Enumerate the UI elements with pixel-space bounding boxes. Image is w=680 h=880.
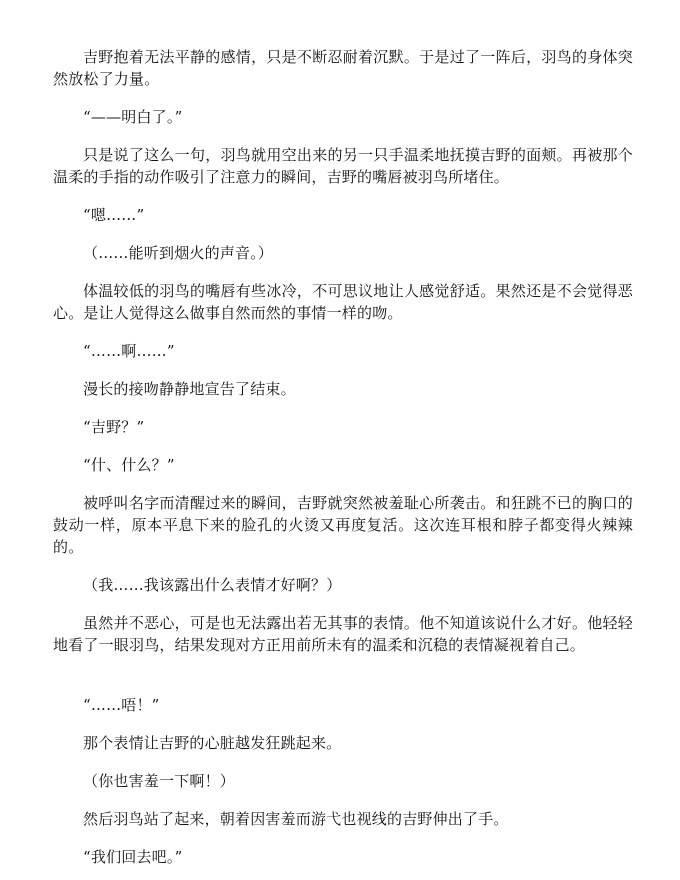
paragraph: “……啊……” — [83, 342, 175, 360]
paragraph: （你也害羞一下啊！） — [83, 772, 236, 790]
paragraph: 被呼叫名字而清醒过来的瞬间，吉野就突然被羞耻心所袭击。和狂跳不已的胸口的鼓动一样，原本平息下来的脸孔的火烫又再度复活。这次连耳根和脖子都变得火辣辣的。 — [53, 494, 633, 556]
paragraph: 然后羽鸟站了起来，朝着因害羞而游弋也视线的吉野伸出了手。 — [83, 810, 509, 828]
paragraph: “——明白了。” — [83, 108, 183, 126]
paragraph: （我……我该露出什么表情才好啊？） — [83, 576, 342, 594]
paragraph: 吉野抱着无法平静的感情，只是不断忍耐着沉默。于是过了一阵后，羽鸟的身体突然放松了力量。 — [53, 48, 633, 88]
paragraph: “……唔！” — [83, 696, 160, 714]
paragraph: “我们回去吧。” — [83, 848, 183, 866]
paragraph: 只是说了这么一句，羽鸟就用空出来的另一只手温柔地抚摸吉野的面颊。再被那个温柔的手指的动作吸引了注意力的瞬间，吉野的嘴唇被羽鸟所堵住。 — [53, 146, 633, 186]
paragraph: “嗯……” — [83, 206, 145, 224]
paragraph: 虽然并不恶心，可是也无法露出若无其事的表情。他不知道该说什么才好。他轻轻地看了一眼羽鸟，结果发现对方正用前所未有的温柔和沉稳的表情凝视着自己。 — [53, 614, 633, 654]
paragraph: 漫长的接吻静静地宣告了结束。 — [83, 380, 296, 398]
paragraph: （……能听到烟火的声音。） — [83, 244, 274, 262]
paragraph: “吉野？” — [83, 418, 145, 436]
paragraph: 体温较低的羽鸟的嘴唇有些冰冷，不可思议地让人感觉舒适。果然还是不会觉得恶心。是让人觉得这么做事自然而然的事情一样的吻。 — [53, 282, 633, 322]
paragraph: “什、什么？” — [83, 456, 175, 474]
paragraph: 那个表情让吉野的心脏越发狂跳起来。 — [83, 734, 342, 752]
